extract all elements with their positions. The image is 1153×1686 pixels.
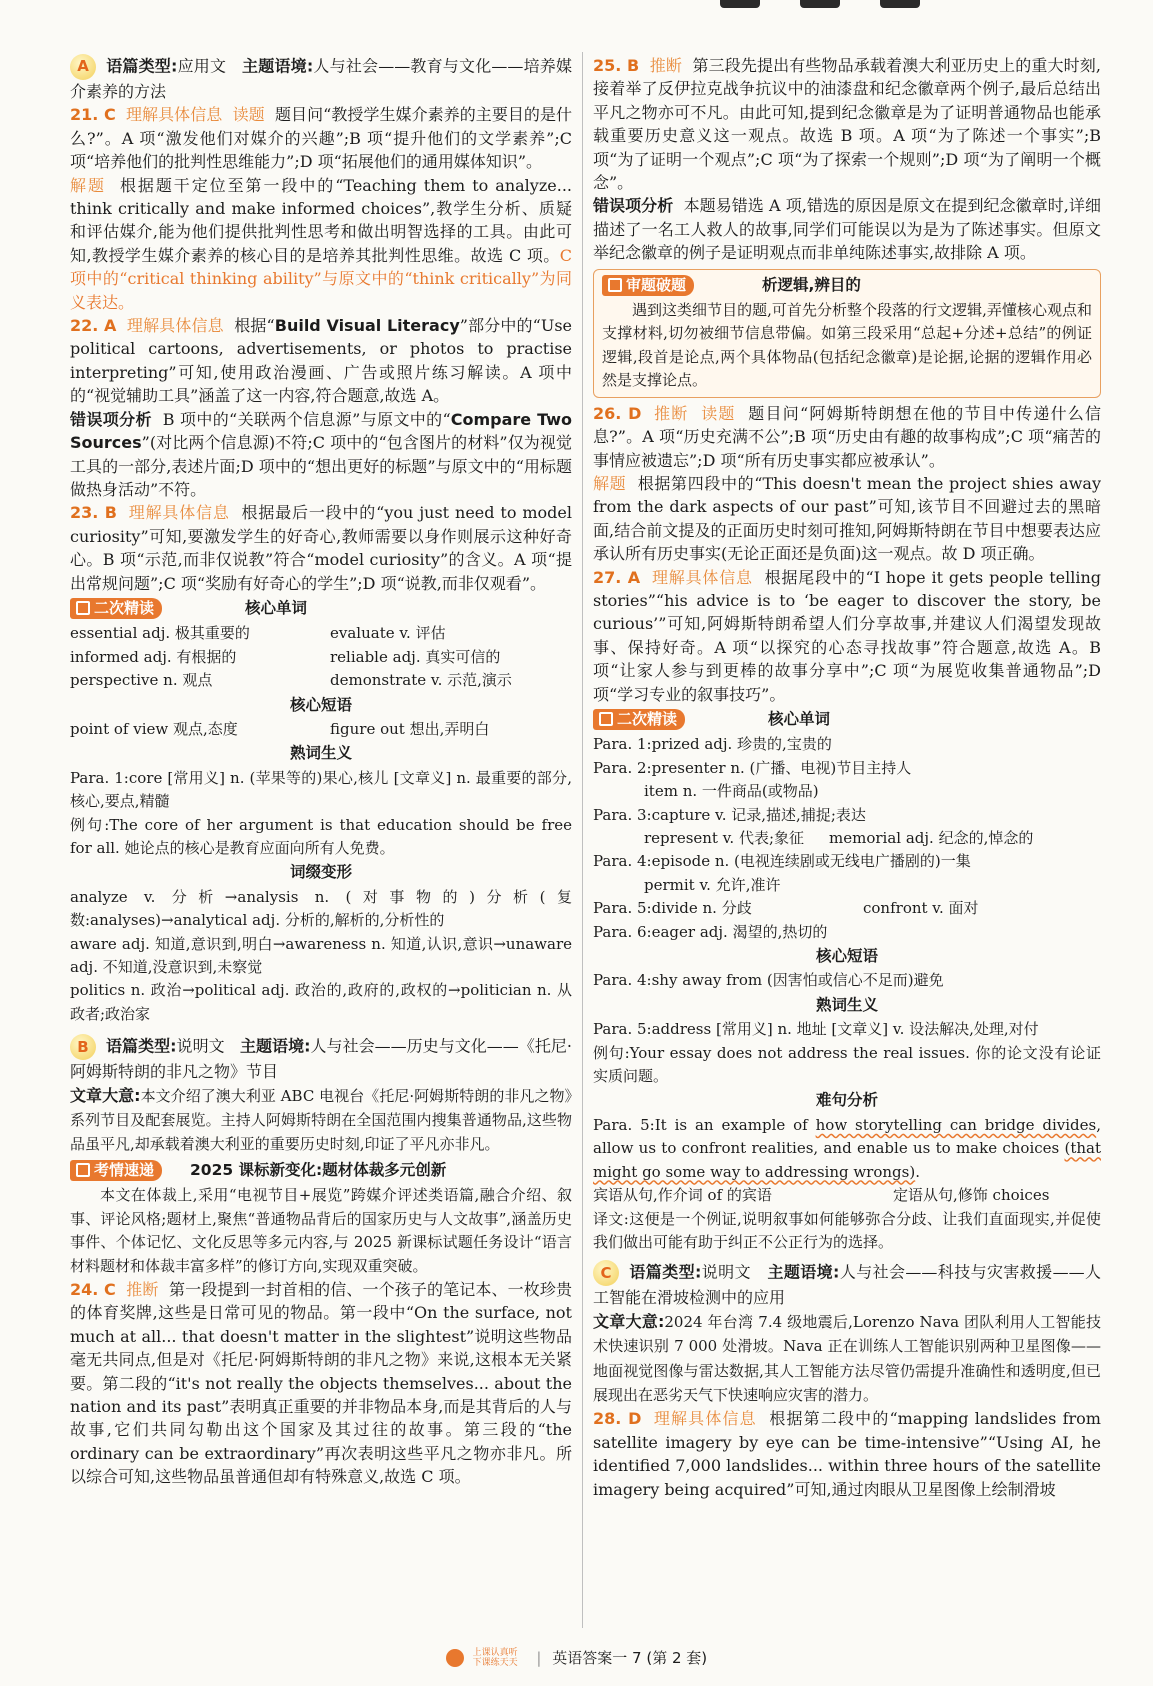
hard-sentence-notes — [593, 1184, 1101, 1207]
grammar-note: 宾语从句,作介词 of 的宾语 — [593, 1186, 772, 1205]
left-column — [70, 54, 572, 1628]
word-item: Para. 6:eager adj. 渴望的,热切的 — [593, 922, 828, 941]
word-item: represent v. 代表;象征 — [644, 829, 805, 847]
familiar-word-example: 例句:Your essay does not address the real issues. 你的论文没有论证实质问题。 — [593, 1043, 1101, 1086]
q25-block: 25. B 推断 第三段先提出有些物品承载着澳大利亚历史上的重大时刻,接着举了反伊拉克战争抗议中的油漆盘和纪念徽章两个例子,最后总结出平凡之物亦可不凡。由此可知,提到纪念徽章是为了证明普通物品也能承载重要历史意义这一观点。故选 B 项。A 项“为了陈述一个事实”;B 项“为了证明一个观点”;C 项“为了探索一个规则”;D 项“为了阐明一个概念”。 — [593, 56, 1101, 193]
study-badge: 二次精读 — [70, 598, 162, 619]
exam-badge: 考情速递 — [70, 1160, 162, 1181]
tip-box — [593, 269, 1101, 398]
brand-logo-icon — [446, 1649, 464, 1667]
word-item: Para. 2:presenter n. (广播、电视)节目主持人 — [593, 758, 912, 777]
q27-block: 27. A 理解具体信息 根据尾段中的“I hope it gets people telling stories”“his advice is to ‘be eager to discover the story, be curious’”可知,阿姆斯特朗希望人们分享故事,并建议人们渴望发现故事、保持好奇。A 项“以探究的心态寻找故事”符合题意,故选 A。B 项“让家人参与到更棒的故事分享中”;C 项“为展览收集普通物品”;D 项“学习专业的叙事技巧”。 — [593, 567, 1101, 704]
q22-error-analysis: 错误项分析 B 项中的“关联两个信息源”与原文中的“Compare Two Sources”(对比两个信息源)不符;C 项中的“包含图片的材料”仅为视觉工具的一部分,表述片面;D 项中的“想出更好的标题”与原文中的“用标题做热身活动”不符。 — [70, 409, 572, 499]
study-a-header: 二次精读 核心单词 — [70, 597, 572, 620]
word-item: Para. 3:capture v. 记录,描述,捕捉;表达 — [593, 805, 866, 824]
word-item: demonstrate v. 示范,演示 — [330, 671, 512, 690]
book-icon — [599, 712, 613, 726]
grammar-note: 定语从句,修饰 choices — [893, 1186, 1050, 1205]
brand-slogan: 上课认真听 下课练天天 — [472, 1648, 518, 1669]
familiar-word-example: 例句:The core of her argument is that education should be free for all. 她论点的核心是教育应面向所有人免费。 — [70, 815, 572, 857]
top-binding-marks — [712, 0, 952, 10]
q23-block: 23. B 理解具体信息 根据最后一段中的“you just need to model curiosity”可知,要激发学生的好奇心,教师需要以身作则展示这种好奇心。B 项“示范,而非仅说教”符合“model curiosity”的含义。A 项“提出常规问题”;C 项“奖励有好奇心的学生”;D 项“说教,而非仅观看”。 — [70, 503, 572, 593]
q21-block: 21. C 理解具体信息 读题 题目问“教授学生媒介素养的主要目的是什么?”。A 项“激发他们对媒介的兴趣”;B 项“提升他们的文学素养”;C 项“培养他们的批判性思维能力”;D 项“拓展他们的通用媒体知识”。 — [70, 105, 572, 172]
q26-solution: 解题 根据第四段中的“This doesn't mean the project shies away from the dark aspects of our past”可知,该节目不回避过去的黑暗面,结合前文提及的正面历史时刻可推知,阿姆斯特朗在节目中想要表达应承认所有历史事实(无论正面还是负面)这一观点。故 D 项正确。 — [593, 473, 1101, 564]
word-item: memorial adj. 纪念的,悼念的 — [829, 829, 1034, 847]
column-divider — [582, 52, 583, 1628]
q28-block: 28. D 理解具体信息 根据第二段中的“mapping landslides from satellite imagery by eye can be time-intensive”“Using AI, he identified 7,000 landslides... within three hours of the satellite imagery being acquired”可知,通过肉眼从卫星图像上绘制滑坡 — [593, 1409, 1101, 1499]
study-b-header: 二次精读 核心单词 — [593, 708, 1101, 731]
phrase-item: point of view 观点,态度 — [70, 719, 238, 738]
affix-title: 词缀变形 — [289, 863, 352, 882]
hard-sentence-translation: 译文:这便是一个例证,说明叙事如何能够弥合分歧、让我们直面现实,并促使我们做出可能有助于纠正不公正行为的选择。 — [593, 1209, 1101, 1251]
word-item: Para. 1:prized adj. 珍贵的,宝贵的 — [593, 735, 832, 754]
hard-sentence: Para. 5:It is an example of how storytelling can bridge divides, allow us to confront realities, and enable us to make choices (that might go some way to addressing wrongs). — [593, 1115, 1101, 1181]
word-item: perspective n. 观点 — [70, 671, 213, 690]
core-words-list — [70, 622, 572, 692]
q25-error-analysis: 错误项分析 本题易错选 A 项,错选的原因是原文在提到纪念徽章时,详细描述了一名工人救人的故事,同学们可能误以为是为了陈述事实。但原文举纪念徽章的例子是证明观点而非单纯陈述事实,故排除 A 项。 — [593, 196, 1101, 263]
right-column — [593, 54, 1101, 1628]
tip-title: 析逻辑,辨目的 — [762, 275, 861, 294]
familiar-word-entry: Para. 1:core [常用义] n. (苹果等的)果心,核儿 [文章义] n. 最重要的部分,核心,要点,精髓 — [70, 768, 572, 811]
phrase-item: Para. 4:shy away from (因害怕或信心不足而)避免 — [593, 971, 944, 990]
word-item: confront v. 面对 — [863, 899, 979, 918]
exam-text: 本文在体裁上,采用“电视节目+展览”跨媒介评述类语篇,融合介绍、叙事、评论风格;题材上,聚焦“普通物品背后的国家历史与人文故事”,涵盖历史事件、个体记忆、文化反思等多元内容,与 2025 新课标试题任务设计“语言材料题材和体裁丰富多样”的修订方向,实现双重突破。 — [70, 1186, 572, 1275]
page-label: 英语答案一 7 (第 2 套) — [552, 1648, 708, 1667]
send-icon — [76, 1163, 90, 1177]
affix-entry: analyze v. 分析→analysis n. (对事物的)分析(复数:analyses)→analytical adj. 分析的,解析的,分析性的 — [70, 887, 572, 930]
section-a-icon: A — [70, 54, 96, 80]
study-badge: 二次精读 — [593, 709, 685, 730]
word-item: evaluate v. 评估 — [330, 624, 446, 643]
tip-text: 遇到这类细节目的题,可首先分析整个段落的行文逻辑,弄懂核心观点和支撑材料,切勿被细节信息带偏。如第三段采用“总起+分述+总结”的例证逻辑,段首是论点,两个具体物品(包括纪念徽章)是论据,论据的逻辑作用必然是支撑论点。 — [602, 301, 1092, 390]
q22-block: 22. A 理解具体信息 根据“Build Visual Literacy”部分中的“Use political cartoons, advertisements, or photos to practise interpreting”可知,使用政治漫画、广告或照片练习解读。A 项中的“视觉辅助工具”涵盖了这一内容,符合题意,故选 A。 — [70, 316, 572, 406]
section-b-icon: B — [70, 1034, 96, 1060]
core-words-list — [593, 733, 1101, 944]
core-phrases-title: 核心短语 — [815, 947, 878, 966]
section-c-summary: 文章大意:2024 年台湾 7.4 级地震后,Lorenzo Nava 团队利用人工智能技术快速识别 7 000 处滑坡。Nava 正在训练人工智能识别两种卫星图像——地面视觉图像与雷达数据,其人工智能方法尽管仍需提升准确性和透明度,但已展现出在恶劣天气下快速响应灾害的潜力。 — [593, 1311, 1101, 1404]
phrase-item: figure out 想出,弄明白 — [330, 719, 490, 738]
exam-header: 考情速递 2025 课标新变化:题材体裁多元创新 — [70, 1159, 572, 1182]
word-item: essential adj. 极其重要的 — [70, 624, 250, 643]
word-item: Para. 4:episode n. (电视连续剧或无线电广播剧的)一集 — [593, 852, 971, 871]
word-item: item n. 一件商品(或物品) — [644, 782, 819, 801]
q24-block: 24. C 推断 第一段提到一封首相的信、一个孩子的笔记本、一枚珍贵的体育奖牌,这些是日常可见的物品。第一段中“On the surface, not much at all... that doesn't matter in the slightest”说明这些物品毫无共同点,但是对《托尼·阿姆斯特朗的非凡之物》来说,这根本无关紧要。第二段的“it's not really the objects themselves... about the nation and its past”表明真正重要的并非物品本身,而是其背后的人与故事,它们共同勾勒出这个国家及其过往的故事。第三段的“the ordinary can be extraordinary”再次表明这些平凡之物亦非凡。所以综合可知,这些物品虽普通但却有特殊意义,故选 C 项。 — [70, 1279, 572, 1487]
affix-entry: aware adj. 知道,意识到,明白→awareness n. 知道,认识,意识→unaware adj. 不知道,没意识到,未察觉 — [70, 934, 572, 977]
core-phrases-title: 核心短语 — [289, 695, 352, 714]
word-item: reliable adj. 真实可信的 — [330, 647, 501, 666]
tip-badge: 审题破题 — [602, 275, 694, 296]
word-item: Para. 5:divide n. 分歧 — [593, 899, 752, 918]
word-item: informed adj. 有根据的 — [70, 647, 237, 666]
check-icon — [608, 278, 622, 292]
q21-solution: 解题 根据题干定位至第一段中的“Teaching them to analyze... think critically and make informed choices”,教学生分析、质疑和评估媒介,能为他们提供批判性思考和做出明智选择的工具。由此可知,教授学生媒介素养的核心目的是培养其批判性思维。故选 C 项。C 项中的“critical thinking ability”与原文中的“think critically”为同义表达。 — [70, 175, 572, 312]
hard-sentence-title: 难句分析 — [815, 1091, 878, 1110]
familiar-words-title: 熟词生义 — [815, 995, 878, 1014]
familiar-word-entry: Para. 5:address [常用义] n. 地址 [文章义] v. 设法解决,处理,对付 — [593, 1020, 1039, 1039]
section-a-header: A 语篇类型:应用文 主题语境:人与社会——教育与文化——培养媒介素养的方法 — [70, 54, 572, 103]
page-footer: 上课认真听 下课练天天 | 英语答案一 7 (第 2 套) — [0, 1647, 1153, 1670]
section-b-summary: 文章大意:本文介绍了澳大利亚 ABC 电视台《托尼·阿姆斯特朗的非凡之物》系列节目及配套展览。主持人阿姆斯特朗在全国范围内搜集普通物品,这些物品虽平凡,却承载着澳大利亚的重要历史时刻,印证了平凡亦非凡。 — [70, 1085, 572, 1154]
familiar-words-title: 熟词生义 — [289, 744, 352, 763]
q26-block: 26. D 推断 读题 题目问“阿姆斯特朗想在他的节目中传递什么信息?”。A 项“历史充满不公”;B 项“历史由有趣的故事构成”;C 项“痛苦的事情应被遗忘”;D 项“所有历史事实都应被承认”。 — [593, 403, 1101, 470]
section-c-icon: C — [593, 1260, 619, 1286]
section-b-header: B 语篇类型:说明文 主题语境:人与社会——历史与文化——《托尼·阿姆斯特朗的非凡之物》节目 — [70, 1034, 572, 1083]
word-item: permit v. 允许,准许 — [644, 875, 781, 894]
book-icon — [76, 601, 90, 615]
affix-entry: politics n. 政治→political adj. 政治的,政府的,政权的→politician n. 从政者;政治家 — [70, 981, 572, 1023]
section-c-header: C 语篇类型:说明文 主题语境:人与社会——科技与灾害救援——人工智能在滑坡检测中的应用 — [593, 1260, 1101, 1309]
core-phrases-list — [70, 718, 572, 741]
